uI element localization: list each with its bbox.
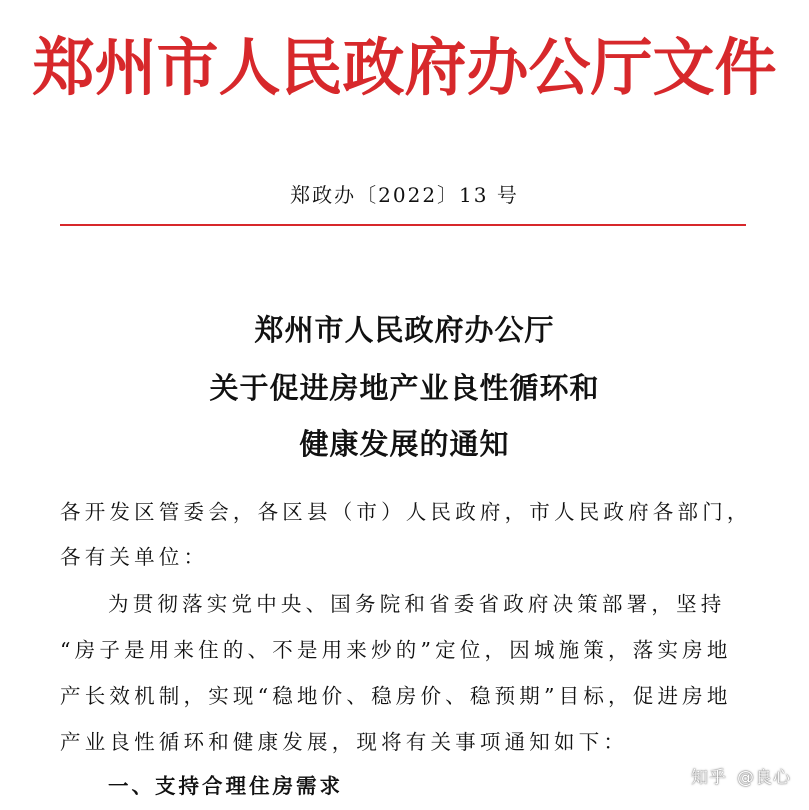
notice-title-line-3: 健康发展的通知	[299, 427, 510, 461]
addressee-line-2: 各有关单位：	[60, 545, 209, 569]
section-heading: 一、支持合理住房需求	[108, 774, 343, 798]
zhihu-watermark	[691, 760, 791, 790]
document-header-title: 郑州市人民政府办公厅文件	[32, 31, 777, 104]
watermark-site: 知乎	[691, 767, 727, 788]
notice-title-line-2: 关于促进房地产业良性循环和	[209, 371, 600, 405]
notice-title-line-1: 郑州市人民政府办公厅	[254, 313, 555, 347]
watermark-author: @良心	[737, 767, 791, 788]
body-paragraph-line-3: 产长效机制，实现“稳地价、稳房价、稳预期”目标，促进房地	[60, 684, 732, 708]
body-paragraph-line-1: 为贯彻落实党中央、国务院和省委省政府决策部署，坚持	[108, 592, 726, 616]
addressee-line-1: 各开发区管委会，各区县（市）人民政府，市人民政府各部门，	[60, 500, 752, 524]
body-paragraph-line-2: “房子是用来住的、不是用来炒的”定位，因城施策，落实房地	[60, 638, 732, 662]
header-red-rule	[60, 224, 746, 226]
document-number: 郑政办〔2022〕13 号	[290, 183, 519, 207]
body-paragraph-line-4: 产业良性循环和健康发展，现将有关事项通知如下：	[60, 730, 629, 754]
